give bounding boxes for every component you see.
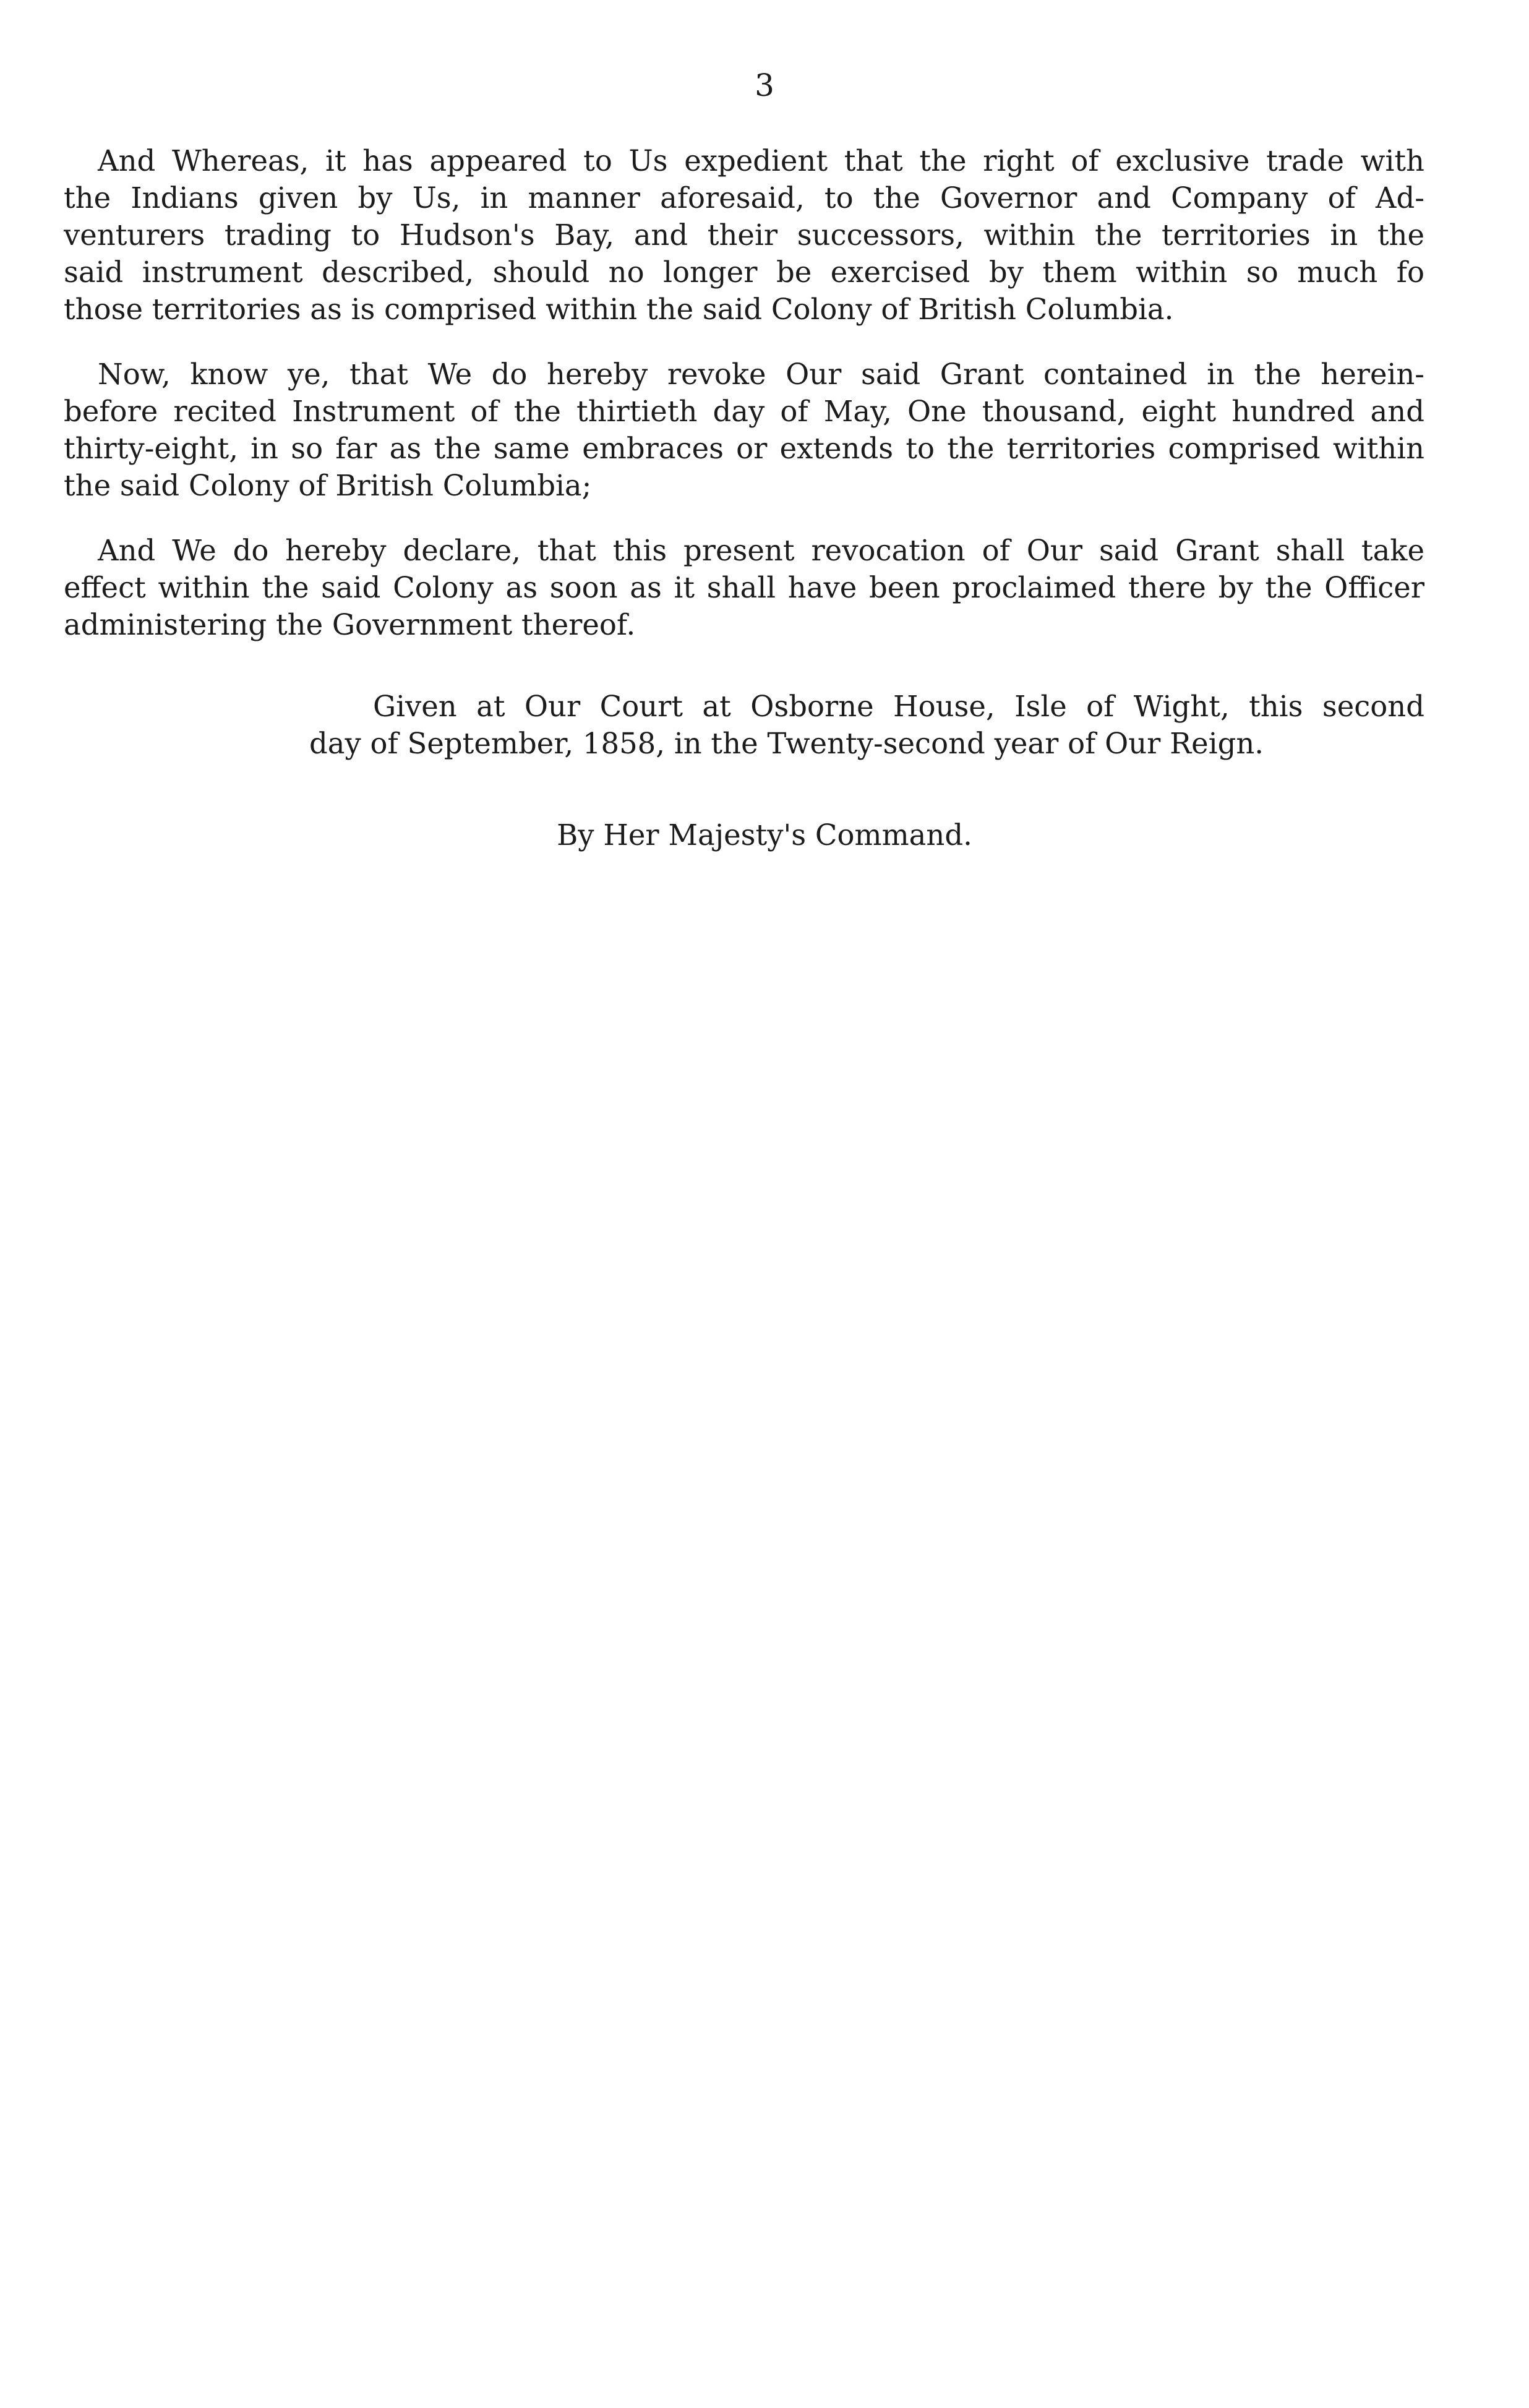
paragraph-revocation [64,356,1424,504]
page-number: 3 [755,67,774,103]
paragraph-declaration [64,532,1424,643]
text-line: Now, know ye, that We do hereby revoke Our said Grant contained in the herein- [98,358,1424,391]
text-line: day of September, 1858, in the Twenty-second year of Our Reign. [309,727,1264,760]
text-line: Given at Our Court at Osborne House, Isle of Wight, this second [373,690,1424,723]
text-line: the Indians given by Us, in manner aforesaid, to the Governor and Company of Ad- [64,181,1424,215]
text-line: those territories as is comprised within the said Colony of British Columbia. [64,293,1174,326]
text-line: said instrument described, should no longer be exercised by them within so much fo [64,255,1424,289]
text-line: And Whereas, it has appeared to Us expedient that the right of exclusive trade with [98,144,1424,178]
text-line: before recited Instrument of the thirtieth day of May, One thousand, eight hundred and [64,395,1424,428]
text-line: And We do hereby declare, that this present revocation of Our said Grant shall take [98,534,1424,567]
paragraph-given-at [309,688,1424,762]
command-line: By Her Majesty's Command. [557,818,972,852]
text-line: effect within the said Colony as soon as it shall have been proclaimed there by the Officer [64,571,1424,604]
text-line: venturers trading to Hudson's Bay, and their successors, within the territories in the [64,218,1424,252]
text-line: the said Colony of British Columbia; [64,469,592,502]
text-line: thirty-eight, in so far as the same embraces or extends to the territories comprised within [64,432,1424,465]
text-line: administering the Government thereof. [64,608,636,641]
paragraph-whereas [64,142,1424,328]
